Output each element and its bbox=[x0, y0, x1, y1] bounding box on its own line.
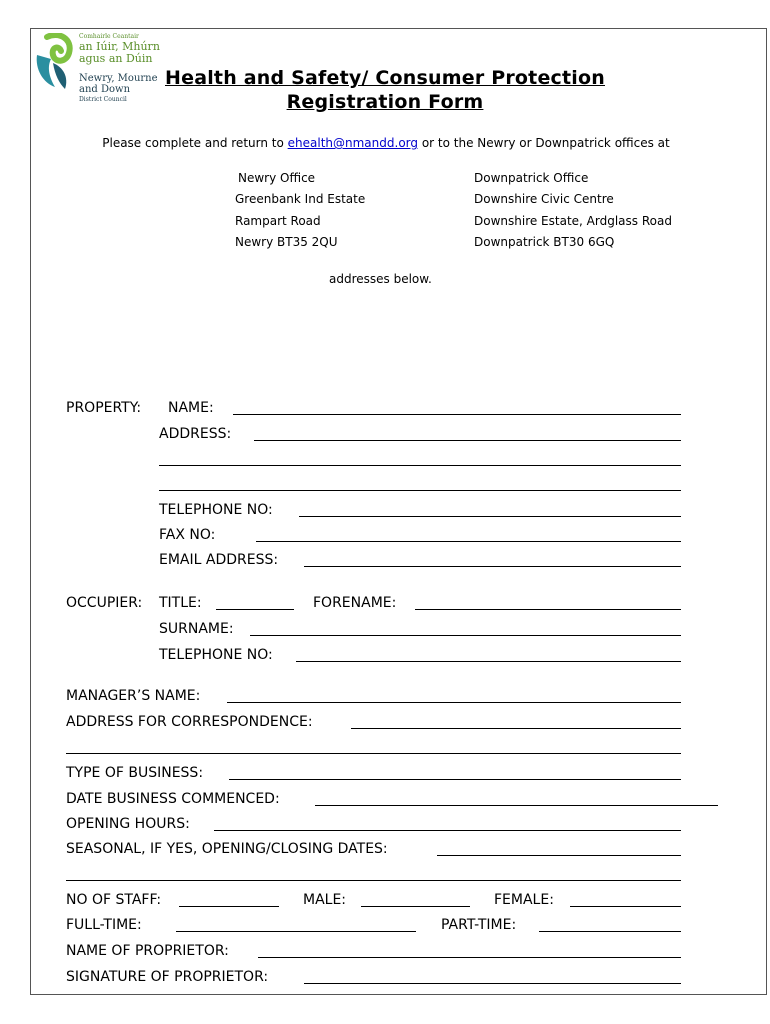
manager-name-field[interactable] bbox=[227, 702, 681, 703]
intro-suffix: or to the Newry or Downpatrick offices at bbox=[418, 136, 670, 150]
seasonal-label: SEASONAL, IF YES, OPENING/CLOSING DATES: bbox=[66, 841, 388, 857]
full-time-label: FULL-TIME: bbox=[66, 917, 142, 933]
seasonal-dates-field-line-2[interactable] bbox=[66, 880, 681, 881]
part-time-field[interactable] bbox=[539, 931, 681, 932]
newry-office-line: Newry BT35 2QU bbox=[235, 235, 338, 249]
property-fax-field[interactable] bbox=[256, 541, 681, 542]
downpatrick-office-line: Downshire Civic Centre bbox=[474, 192, 614, 206]
occupier-forename-label: FORENAME: bbox=[313, 595, 397, 611]
full-time-field[interactable] bbox=[176, 931, 416, 932]
part-time-label: PART-TIME: bbox=[441, 917, 517, 933]
property-email-label: EMAIL ADDRESS: bbox=[159, 552, 279, 568]
opening-hours-label: OPENING HOURS: bbox=[66, 816, 190, 832]
occupier-title-label: TITLE: bbox=[159, 595, 202, 611]
form-page bbox=[30, 28, 767, 995]
property-email-field[interactable] bbox=[304, 566, 681, 567]
newry-office-line: Greenbank Ind Estate bbox=[235, 192, 366, 206]
occupier-forename-field[interactable] bbox=[415, 609, 681, 610]
property-address-field[interactable] bbox=[254, 440, 681, 441]
proprietor-signature-label: SIGNATURE OF PROPRIETOR: bbox=[66, 969, 269, 985]
council-logo-icon bbox=[33, 33, 77, 91]
intro-prefix: Please complete and return to bbox=[102, 136, 288, 150]
proprietor-name-field[interactable] bbox=[258, 957, 681, 958]
staff-count-field[interactable] bbox=[179, 906, 279, 907]
correspondence-address-field-line-2[interactable] bbox=[66, 753, 681, 754]
downpatrick-office-line: Downpatrick Office bbox=[474, 171, 589, 185]
addresses-below-text: addresses below. bbox=[329, 272, 432, 286]
correspondence-address-label: ADDRESS FOR CORRESPONDENCE: bbox=[66, 714, 313, 730]
logo-english-line-2: and Down bbox=[79, 84, 131, 95]
seasonal-dates-field[interactable] bbox=[437, 855, 681, 856]
downpatrick-office-line: Downpatrick BT30 6GQ bbox=[474, 235, 615, 249]
property-name-label: NAME: bbox=[168, 400, 214, 416]
occupier-telephone-field[interactable] bbox=[296, 661, 681, 662]
correspondence-address-field[interactable] bbox=[351, 728, 681, 729]
male-count-field[interactable] bbox=[361, 906, 470, 907]
property-label: PROPERTY: bbox=[66, 400, 142, 416]
form-title-line-2: Registration Form bbox=[286, 91, 484, 113]
property-telephone-field[interactable] bbox=[299, 516, 681, 517]
date-commenced-field[interactable] bbox=[315, 805, 718, 806]
logo-small-line: Comhairle Ceantair bbox=[79, 33, 139, 40]
logo-english-line-3: District Council bbox=[79, 96, 127, 103]
downpatrick-office-line: Downshire Estate, Ardglass Road bbox=[474, 214, 672, 228]
proprietor-signature-field[interactable] bbox=[304, 983, 681, 984]
business-type-field[interactable] bbox=[229, 779, 681, 780]
logo-irish-line-2: agus an Dúin bbox=[79, 52, 153, 65]
occupier-surname-field[interactable] bbox=[250, 635, 681, 636]
property-telephone-label: TELEPHONE NO: bbox=[159, 502, 273, 518]
property-address-field-line-3[interactable] bbox=[159, 490, 681, 491]
business-type-label: TYPE OF BUSINESS: bbox=[66, 765, 204, 781]
intro-text bbox=[31, 136, 741, 150]
newry-office-line: Newry Office bbox=[238, 171, 316, 185]
proprietor-name-label: NAME OF PROPRIETOR: bbox=[66, 943, 229, 959]
opening-hours-field[interactable] bbox=[214, 830, 681, 831]
occupier-label: OCCUPIER: bbox=[66, 595, 143, 611]
logo-irish-line-1: an Iúir, Mhúrn bbox=[79, 40, 160, 53]
email-link[interactable]: ehealth@nmandd.org bbox=[287, 136, 418, 150]
form-title-line-1: Health and Safety/ Consumer Protection bbox=[165, 67, 605, 89]
female-count-field[interactable] bbox=[570, 906, 681, 907]
staff-count-label: NO OF STAFF: bbox=[66, 892, 162, 908]
occupier-title-field[interactable] bbox=[216, 609, 294, 610]
property-address-field-line-2[interactable] bbox=[159, 465, 681, 466]
female-label: FEMALE: bbox=[494, 892, 554, 908]
newry-office-line: Rampart Road bbox=[235, 214, 321, 228]
property-name-field[interactable] bbox=[233, 414, 681, 415]
logo-english-line-1: Newry, Mourne bbox=[79, 73, 158, 84]
property-fax-label: FAX NO: bbox=[159, 527, 216, 543]
manager-name-label: MANAGER’S NAME: bbox=[66, 688, 201, 704]
property-address-label: ADDRESS: bbox=[159, 426, 232, 442]
date-commenced-label: DATE BUSINESS COMMENCED: bbox=[66, 791, 280, 807]
male-label: MALE: bbox=[303, 892, 347, 908]
occupier-telephone-label: TELEPHONE NO: bbox=[159, 647, 273, 663]
occupier-surname-label: SURNAME: bbox=[159, 621, 234, 637]
